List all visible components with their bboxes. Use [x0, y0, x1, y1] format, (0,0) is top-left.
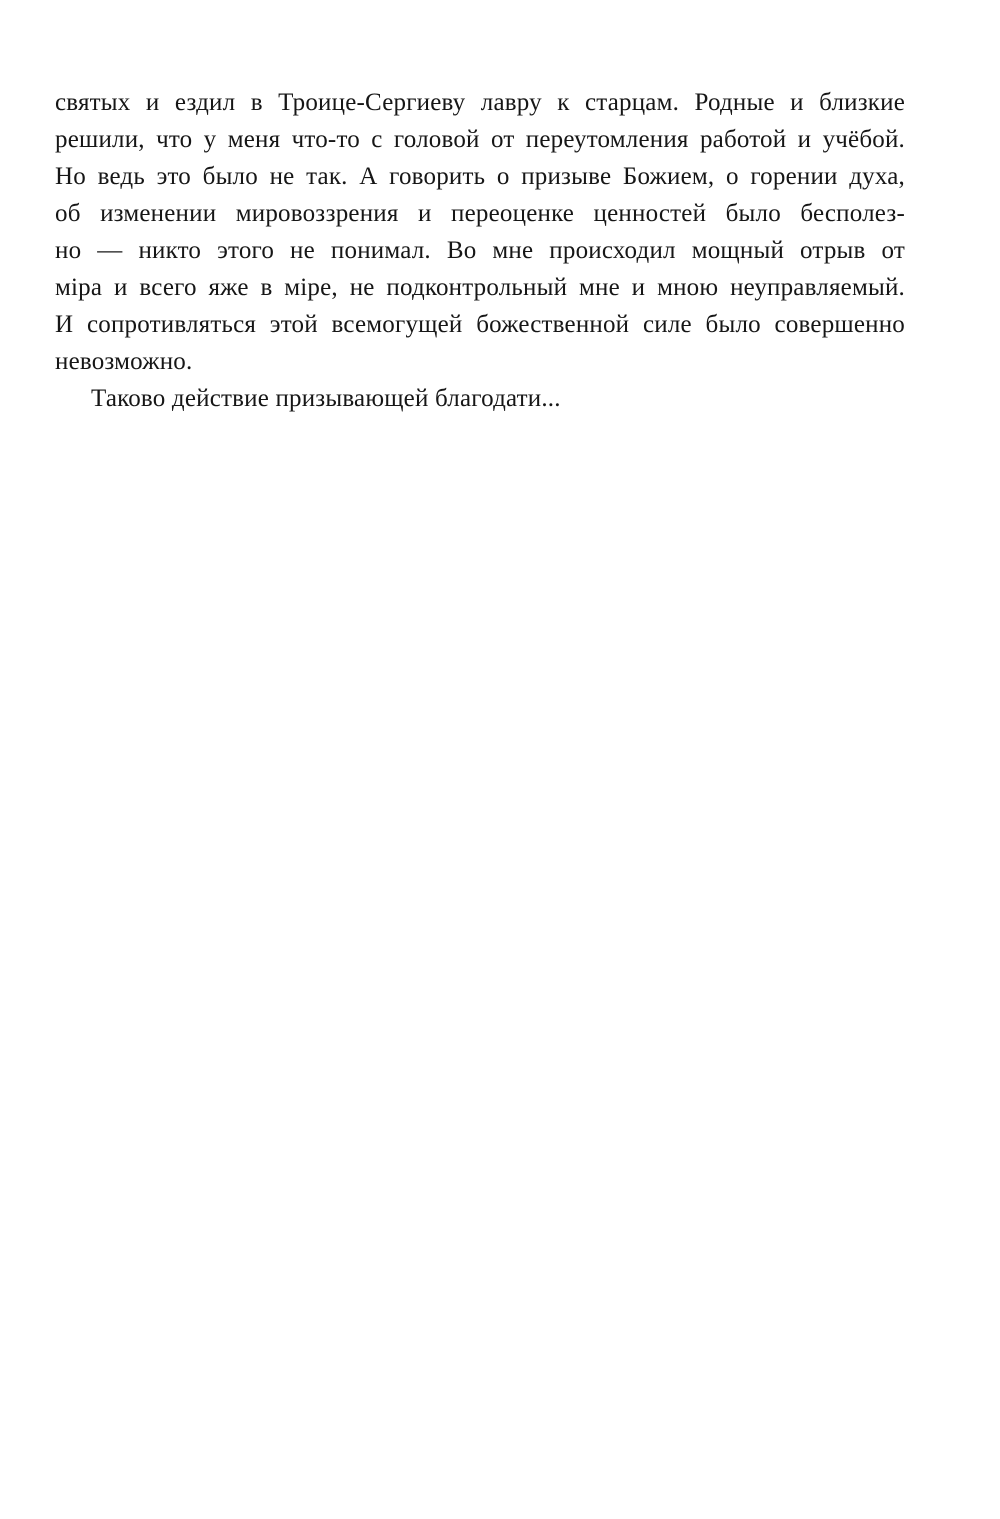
text-line: но — никто этого не понимал. Во мне происходил мощный отрыв от	[55, 237, 905, 264]
text-line: Таково действие призывающей благодати...	[91, 385, 561, 412]
text-line: Но ведь это было не так. А говорить о призыве Божием, о горении духа,	[55, 163, 905, 190]
text-line: невозможно.	[55, 348, 193, 375]
text-line: И сопротивляться этой всемогущей божественной силе было совершенно	[55, 311, 905, 338]
text-line: святых и ездил в Троице-Сергиеву лавру к старцам. Родные и близкие	[55, 89, 905, 116]
text-line: міра и всего яже в міре, не подконтрольный мне и мною неуправляемый.	[55, 274, 905, 301]
text-block	[55, 84, 905, 417]
text-line: решили, что у меня что-то с головой от переутомления работой и учёбой.	[55, 126, 905, 153]
text-line: об изменении мировоззрения и переоценке ценностей было бесполез-	[55, 200, 905, 227]
